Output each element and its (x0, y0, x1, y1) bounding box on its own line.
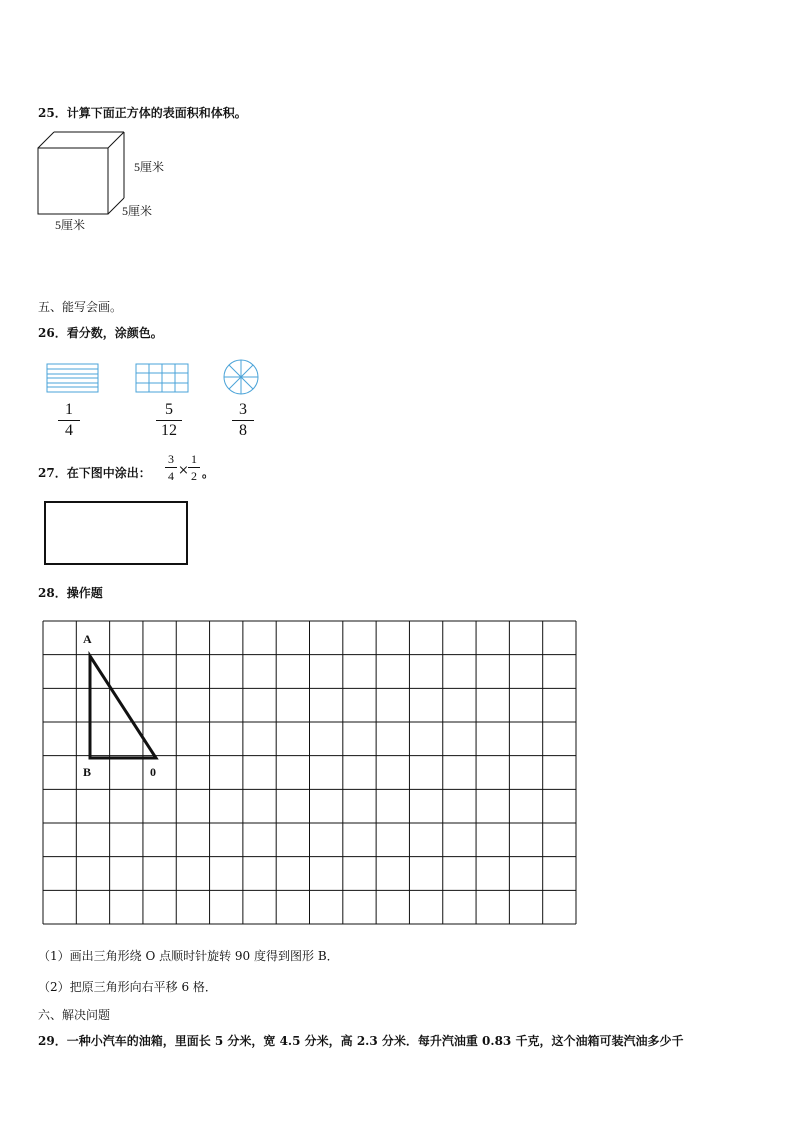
fraction-denominator: 4 (168, 469, 174, 483)
q27-suffix: 。 (202, 466, 215, 480)
cube-width-label: 5厘米 (55, 218, 86, 232)
point-A-label: A (83, 632, 92, 646)
section6-title: 六、解决问题 (38, 1008, 111, 1022)
fraction-numerator: 1 (65, 401, 73, 418)
cube-depth-label: 5厘米 (122, 204, 153, 218)
q28-task2: （2）把原三角形向右平移 6 格． (38, 980, 217, 994)
fraction-denominator: 8 (239, 422, 247, 439)
q29-text: 29．一种小汽车的油箱，里面长 5 分米，宽 4.5 分米，高 2.3 分米．每升汽油重 0.83 千克，这个油箱可装汽油多少千 (38, 1034, 684, 1048)
q28-text: 28．操作题 (38, 586, 103, 600)
q27-prefix: 27．在下图中涂出： (38, 466, 151, 480)
fraction-denominator: 4 (65, 422, 73, 439)
q28-task1: （1）画出三角形绕 O 点顺时针旋转 90 度得到图形 B． (38, 949, 339, 963)
point-O-label: 0 (150, 765, 156, 779)
fraction-numerator: 3 (168, 452, 174, 466)
fraction-denominator: 12 (161, 422, 177, 439)
section5-title: 五、能写会画。 (38, 300, 123, 314)
cube-height-label: 5厘米 (134, 160, 165, 174)
triangle-ABO (90, 656, 156, 758)
times-sign: × (178, 463, 189, 478)
q26-text: 26．看分数，涂颜色。 (38, 326, 163, 340)
q25-text: 25．计算下面正方体的表面积和体积。 (38, 106, 247, 120)
point-B-label: B (83, 765, 92, 779)
fraction-numerator: 3 (239, 401, 247, 418)
fraction-denominator: 2 (191, 469, 197, 483)
fraction-numerator: 1 (191, 452, 197, 466)
fraction-numerator: 5 (165, 401, 173, 418)
